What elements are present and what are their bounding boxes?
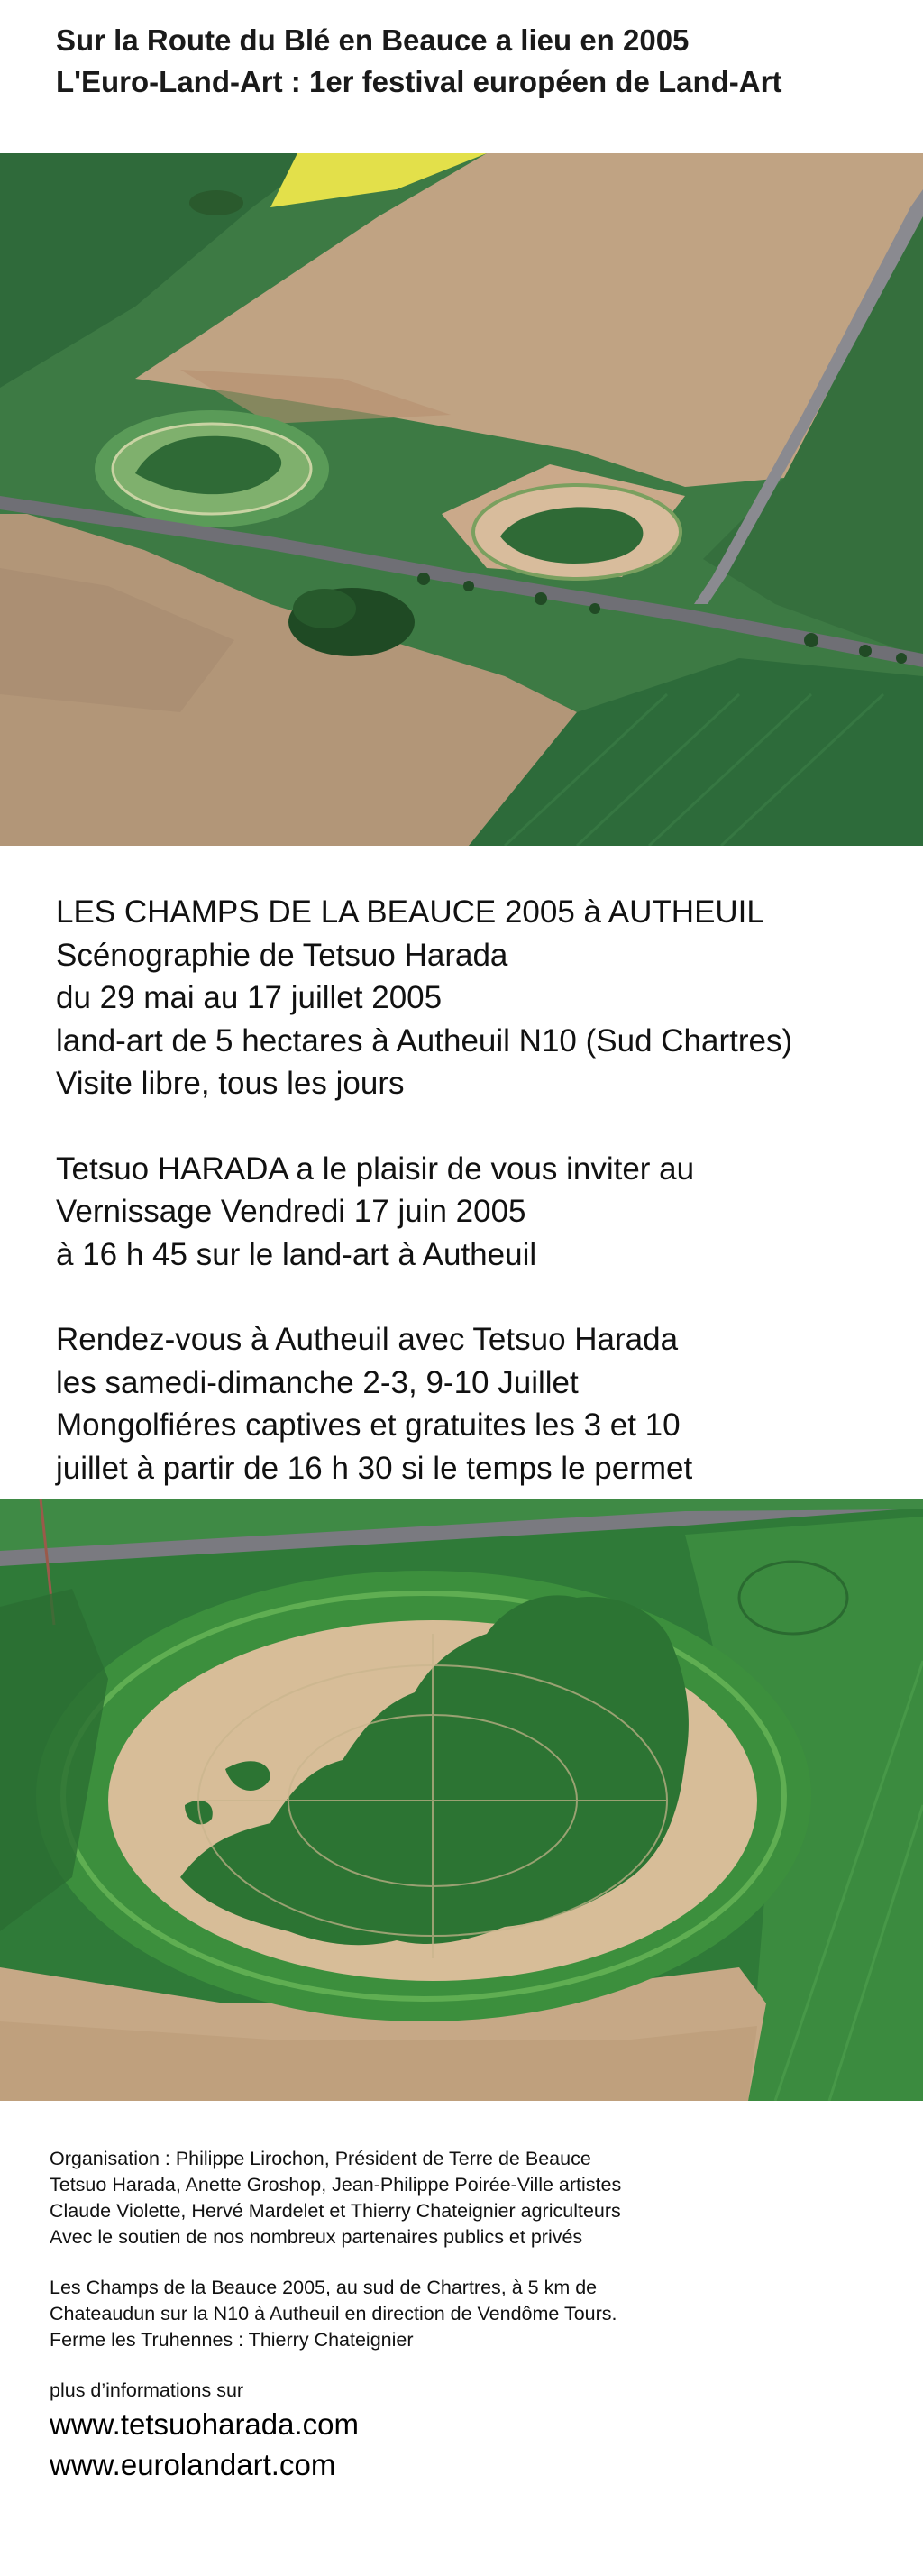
vernissage-date: Vernissage Vendredi 17 juin 2005 xyxy=(56,1194,526,1229)
header-line-1: Sur la Route du Blé en Beauce a lieu en 2005 xyxy=(56,23,690,57)
vernissage-invite: Tetsuo HARADA a le plaisir de vous inviter au xyxy=(56,1150,695,1187)
page-footer xyxy=(50,2146,906,2485)
balloons-line-1: Mongolfiéres captives et gratuites les 3 et 10 xyxy=(56,1407,681,1443)
aerial-photo-europe xyxy=(0,1499,923,2101)
event-block-exhibition xyxy=(56,891,903,1105)
exhibition-location: land-art de 5 hectares à Autheuil N10 (Sud Chartres) xyxy=(56,1022,793,1059)
exhibition-visit: Visite libre, tous les jours xyxy=(56,1066,405,1101)
rendezvous-dates: les samedi-dimanche 2-3, 9-10 Juillet xyxy=(56,1364,579,1400)
credit-organisation: Organisation : Philippe Lirochon, Président de Terre de Beauce xyxy=(50,2148,591,2169)
exhibition-title: LES CHAMPS DE LA BEAUCE 2005 à AUTHEUIL xyxy=(56,894,764,930)
exhibition-dates: du 29 mai au 17 juillet 2005 xyxy=(56,980,443,1015)
header-line-2: L'Euro-Land-Art : 1er festival européen de Land-Art xyxy=(56,65,782,98)
credit-farmers: Claude Violette, Hervé Mardelet et Thierry Chateignier agriculteurs xyxy=(50,2200,621,2222)
more-info-label: plus d’informations sur xyxy=(50,2379,244,2401)
location-line-2: Chateaudun sur la N10 à Autheuil en direction de Vendôme Tours. xyxy=(50,2303,617,2324)
credits-block xyxy=(50,2146,906,2251)
link-eurolandart[interactable]: www.eurolandart.com xyxy=(50,2448,336,2481)
exhibition-artist: Scénographie de Tetsuo Harada xyxy=(56,937,508,973)
location-block xyxy=(50,2275,906,2353)
vernissage-time: à 16 h 45 sur le land-art à Autheuil xyxy=(56,1236,537,1272)
event-block-vernissage xyxy=(56,1148,903,1277)
page-header xyxy=(56,20,903,103)
aerial-photo-top xyxy=(0,153,923,846)
event-block-rendezvous xyxy=(56,1318,903,1490)
credit-artists: Tetsuo Harada, Anette Groshop, Jean-Philippe Poirée-Ville artistes xyxy=(50,2174,622,2196)
credit-partners: Avec le soutien de nos nombreux partenaires publics et privés xyxy=(50,2226,583,2248)
balloons-line-2: juillet à partir de 16 h 30 si le temps le permet xyxy=(56,1450,693,1486)
event-details xyxy=(56,891,903,1490)
rendezvous-intro: Rendez-vous à Autheuil avec Tetsuo Harada xyxy=(56,1322,679,1357)
location-line-3: Ferme les Truhennes : Thierry Chateignier xyxy=(50,2329,414,2351)
location-line-1: Les Champs de la Beauce 2005, au sud de Chartres, à 5 km de xyxy=(50,2277,598,2298)
link-tetsuoharada[interactable]: www.tetsuoharada.com xyxy=(50,2407,360,2441)
